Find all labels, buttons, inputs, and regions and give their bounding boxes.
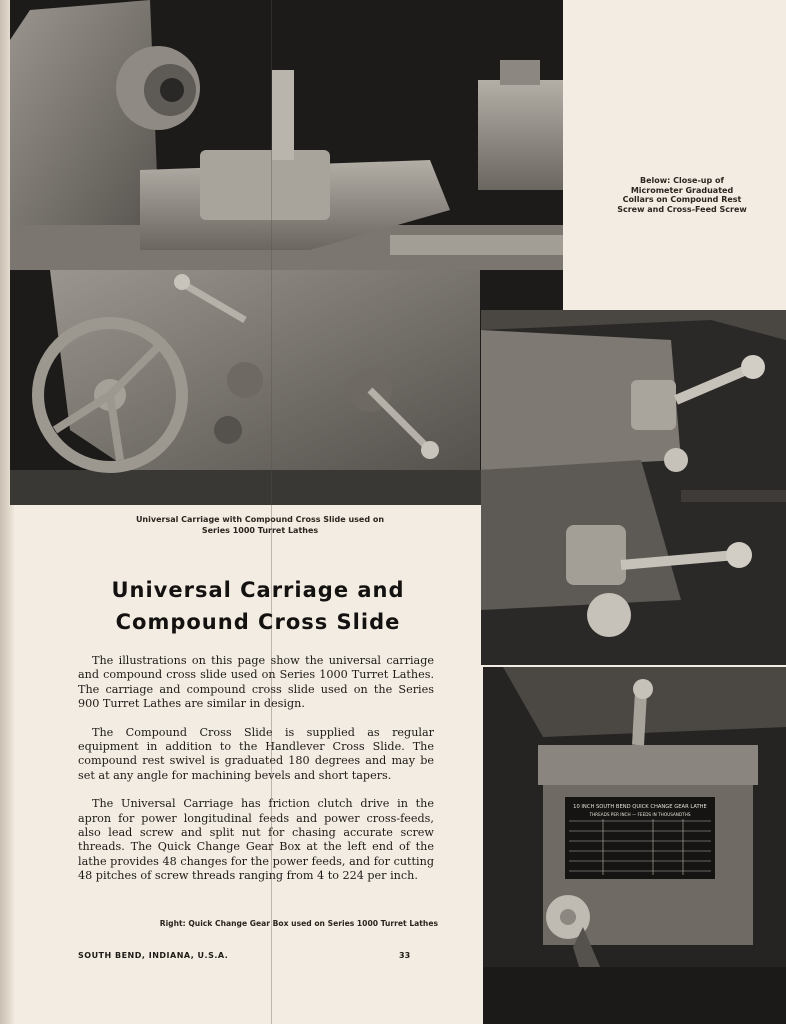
title-line-1: Universal Carriage and [111,578,405,602]
paragraph: The Universal Carriage has friction clutch drive in the apron for power longitudinal feeds and power cross-feeds, also lead screw and split nut for chasing accurate screw threads. The Quick Change Gear Box at the left end of the lathe provides 48 changes for the power feeds, and for cutting 48 pitches of screw threads ranging from 4 to 224 per inch. [78,797,434,883]
body-text [78,654,434,898]
page-number: 33 [399,951,411,960]
paragraph: The illustrations on this page show the universal carriage and compound cross slide used on Series 1000 Turret Lathes. The carriage and compound cross slide used on the Series 900 Turret Lathes are similar in design. [78,654,434,711]
caption-gear-box: Right: Quick Change Gear Box used on Series 1000 Turret Lathes [159,919,438,928]
caption-universal-carriage: Universal Carriage with Compound Cross Slide used on Series 1000 Turret Lathes [135,515,385,535]
photo-micrometer-collars [481,310,786,665]
footer-location: SOUTH BEND, INDIANA, U.S.A. [78,951,229,960]
caption-micrometer-collars: Below: Close-up of Micrometer Graduated Collars on Compound Rest Screw and Cross-Feed Screw [617,176,747,214]
title-line-2: Compound Cross Slide [115,610,401,634]
gearbox-plate-subtitle: THREADS PER INCH — FEEDS IN THOUSANDTHS [589,812,691,817]
gearbox-plate-title: 10 INCH SOUTH BEND QUICK CHANGE GEAR LATHE [573,804,707,810]
page-title [78,574,438,638]
page-fold-line [271,0,272,1024]
photo-quick-change-gear-box [483,667,786,1024]
paragraph: The Compound Cross Slide is supplied as regular equipment in addition to the Handlever Cross Slide. The compound rest swivel is graduated 180 degrees and may be set at any angle for machining bevels and short tapers. [78,725,434,782]
